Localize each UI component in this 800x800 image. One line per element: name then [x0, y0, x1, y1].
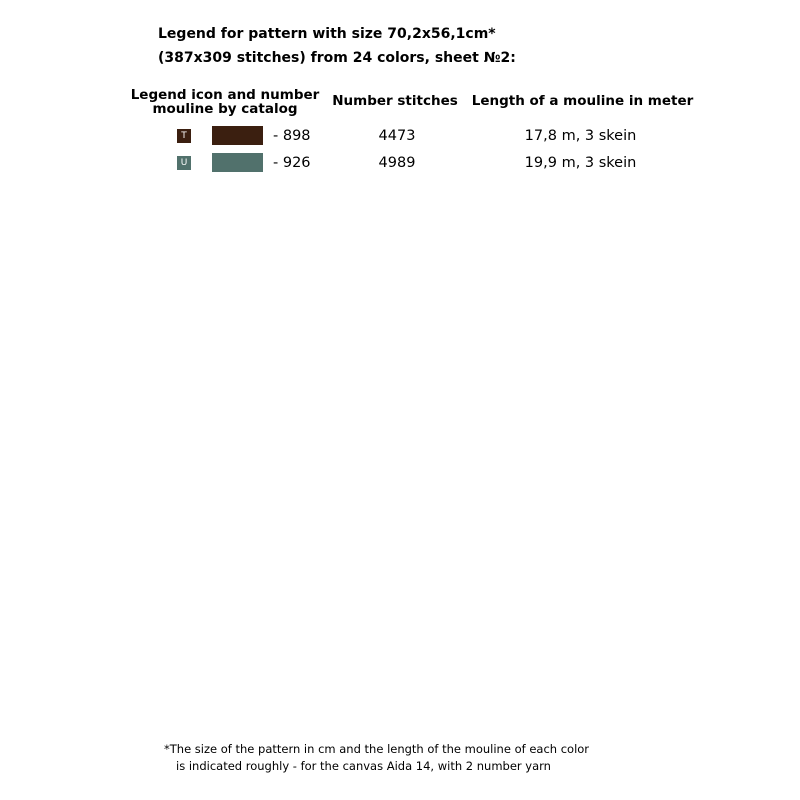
mouline-length: 19,9 m, 3 skein: [524, 155, 637, 171]
mouline-length: 17,8 m, 3 skein: [524, 128, 637, 144]
header-length: Length of a mouline in meter: [471, 93, 694, 109]
color-swatch: [212, 153, 263, 172]
title-line-1: Legend for pattern with size 70,2x56,1cm*: [158, 26, 496, 42]
header-legend-icon-line-2: mouline by catalog: [152, 101, 298, 117]
header-legend-icon: [125, 88, 325, 116]
header-legend-icon-line-1: Legend icon and number: [130, 87, 320, 103]
footnote-line-1: *The size of the pattern in cm and the length of the mouline of each color: [164, 742, 590, 756]
stitch-count: 4473: [378, 128, 416, 144]
catalog-number: - 926: [273, 155, 311, 171]
symbol-icon: T: [177, 129, 191, 143]
legend-row: [0, 125, 800, 147]
footnote-line-2: is indicated roughly - for the canvas Aida 14, with 2 number yarn: [176, 759, 551, 773]
catalog-number: - 898: [273, 128, 311, 144]
color-swatch: [212, 126, 263, 145]
symbol-icon: U: [177, 156, 191, 170]
header-number-stitches: Number stitches: [332, 93, 458, 109]
stitch-count: 4989: [378, 155, 416, 171]
legend-row: [0, 152, 800, 174]
title-line-2: (387x309 stitches) from 24 colors, sheet №2:: [158, 50, 516, 66]
